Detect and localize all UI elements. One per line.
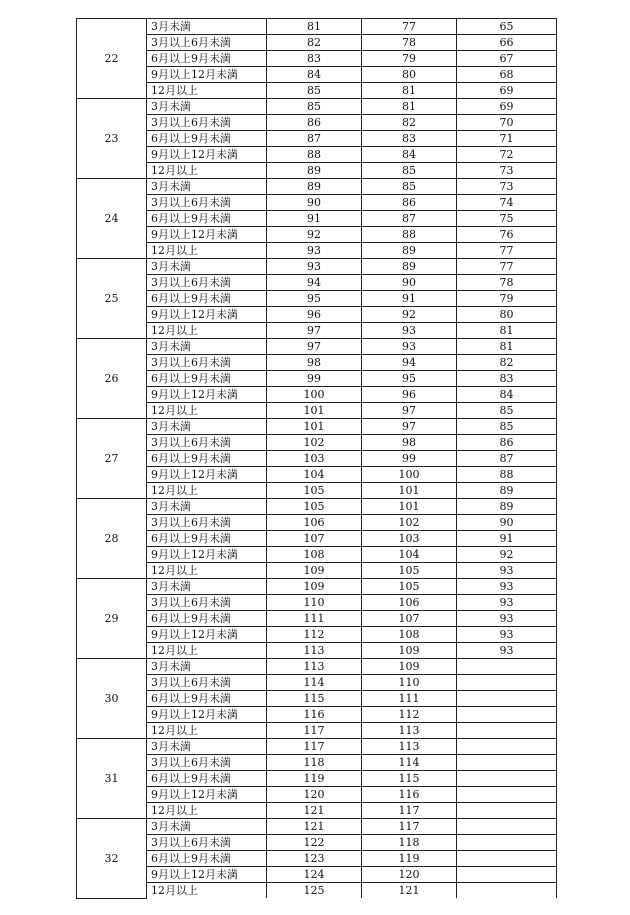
table-row bbox=[77, 307, 557, 323]
value-cell-col3: 93 bbox=[457, 611, 557, 627]
group-number-cell: 25 bbox=[77, 259, 147, 339]
value-cell-col2: 92 bbox=[362, 307, 457, 323]
period-cell: 3月以上6月未満 bbox=[147, 835, 267, 851]
value-cell-col1: 121 bbox=[267, 819, 362, 835]
value-cell-col2: 118 bbox=[362, 835, 457, 851]
period-cell: 9月以上12月未満 bbox=[147, 627, 267, 643]
value-cell-col2: 93 bbox=[362, 339, 457, 355]
value-cell-col2: 115 bbox=[362, 771, 457, 787]
value-cell-col1: 96 bbox=[267, 307, 362, 323]
value-cell-col1: 100 bbox=[267, 387, 362, 403]
value-cell-col1: 116 bbox=[267, 707, 362, 723]
table-row bbox=[77, 787, 557, 803]
value-cell-col1: 89 bbox=[267, 163, 362, 179]
period-cell: 3月未満 bbox=[147, 179, 267, 195]
value-cell-col1: 109 bbox=[267, 563, 362, 579]
value-cell-col3 bbox=[457, 675, 557, 691]
value-cell-col2: 105 bbox=[362, 563, 457, 579]
table-row bbox=[77, 451, 557, 467]
value-cell-col1: 95 bbox=[267, 291, 362, 307]
period-cell: 12月以上 bbox=[147, 163, 267, 179]
value-cell-col3: 69 bbox=[457, 99, 557, 115]
value-cell-col2: 94 bbox=[362, 355, 457, 371]
value-cell-col1: 102 bbox=[267, 435, 362, 451]
period-cell: 3月未満 bbox=[147, 739, 267, 755]
value-cell-col1: 99 bbox=[267, 371, 362, 387]
value-cell-col1: 122 bbox=[267, 835, 362, 851]
value-cell-col3: 74 bbox=[457, 195, 557, 211]
period-cell: 9月以上12月未満 bbox=[147, 787, 267, 803]
value-cell-col2: 80 bbox=[362, 67, 457, 83]
value-cell-col2: 110 bbox=[362, 675, 457, 691]
value-cell-col2: 111 bbox=[362, 691, 457, 707]
group-number-cell: 24 bbox=[77, 179, 147, 259]
table-row bbox=[77, 627, 557, 643]
table-row bbox=[77, 771, 557, 787]
period-cell: 9月以上12月未満 bbox=[147, 147, 267, 163]
value-cell-col1: 91 bbox=[267, 211, 362, 227]
table-row bbox=[77, 291, 557, 307]
value-cell-col1: 113 bbox=[267, 659, 362, 675]
value-cell-col2: 121 bbox=[362, 883, 457, 899]
period-cell: 12月以上 bbox=[147, 803, 267, 819]
value-cell-col2: 119 bbox=[362, 851, 457, 867]
value-cell-col3 bbox=[457, 691, 557, 707]
value-cell-col1: 108 bbox=[267, 547, 362, 563]
value-cell-col1: 112 bbox=[267, 627, 362, 643]
value-cell-col3: 93 bbox=[457, 579, 557, 595]
group-number-cell: 28 bbox=[77, 499, 147, 579]
value-cell-col1: 97 bbox=[267, 323, 362, 339]
value-cell-col3: 67 bbox=[457, 51, 557, 67]
value-cell-col1: 87 bbox=[267, 131, 362, 147]
table-row bbox=[77, 67, 557, 83]
table-row bbox=[77, 227, 557, 243]
period-cell: 9月以上12月未満 bbox=[147, 307, 267, 323]
value-cell-col2: 97 bbox=[362, 403, 457, 419]
period-cell: 3月以上6月未満 bbox=[147, 595, 267, 611]
period-cell: 3月未満 bbox=[147, 339, 267, 355]
table-row bbox=[77, 323, 557, 339]
value-cell-col3: 89 bbox=[457, 483, 557, 499]
value-cell-col3: 93 bbox=[457, 627, 557, 643]
period-cell: 9月以上12月未満 bbox=[147, 867, 267, 883]
value-cell-col1: 117 bbox=[267, 723, 362, 739]
value-cell-col1: 86 bbox=[267, 115, 362, 131]
value-cell-col1: 111 bbox=[267, 611, 362, 627]
value-cell-col2: 85 bbox=[362, 179, 457, 195]
value-cell-col2: 99 bbox=[362, 451, 457, 467]
period-cell: 12月以上 bbox=[147, 483, 267, 499]
period-cell: 3月未満 bbox=[147, 259, 267, 275]
period-cell: 3月未満 bbox=[147, 579, 267, 595]
table-row bbox=[77, 755, 557, 771]
value-cell-col2: 108 bbox=[362, 627, 457, 643]
table-row bbox=[77, 579, 557, 595]
value-cell-col3: 79 bbox=[457, 291, 557, 307]
value-cell-col1: 105 bbox=[267, 499, 362, 515]
value-cell-col1: 89 bbox=[267, 179, 362, 195]
table-row bbox=[77, 339, 557, 355]
value-cell-col2: 79 bbox=[362, 51, 457, 67]
value-cell-col3: 66 bbox=[457, 35, 557, 51]
value-cell-col2: 105 bbox=[362, 579, 457, 595]
period-cell: 6月以上9月未満 bbox=[147, 691, 267, 707]
value-cell-col2: 97 bbox=[362, 419, 457, 435]
value-cell-col2: 81 bbox=[362, 83, 457, 99]
table-row bbox=[77, 819, 557, 835]
period-cell: 6月以上9月未満 bbox=[147, 131, 267, 147]
value-cell-col2: 114 bbox=[362, 755, 457, 771]
value-cell-col3 bbox=[457, 787, 557, 803]
table-row bbox=[77, 483, 557, 499]
value-cell-col2: 86 bbox=[362, 195, 457, 211]
value-cell-col1: 110 bbox=[267, 595, 362, 611]
period-cell: 9月以上12月未満 bbox=[147, 707, 267, 723]
value-cell-col3 bbox=[457, 707, 557, 723]
table-row bbox=[77, 499, 557, 515]
value-cell-col3: 92 bbox=[457, 547, 557, 563]
value-cell-col1: 94 bbox=[267, 275, 362, 291]
period-cell: 3月未満 bbox=[147, 819, 267, 835]
period-cell: 12月以上 bbox=[147, 563, 267, 579]
value-cell-col3 bbox=[457, 803, 557, 819]
table-row bbox=[77, 35, 557, 51]
group-number-cell: 32 bbox=[77, 819, 147, 899]
period-cell: 12月以上 bbox=[147, 883, 267, 899]
period-cell: 3月以上6月未満 bbox=[147, 275, 267, 291]
value-cell-col2: 117 bbox=[362, 803, 457, 819]
period-cell: 6月以上9月未満 bbox=[147, 451, 267, 467]
value-cell-col3: 81 bbox=[457, 339, 557, 355]
value-cell-col2: 112 bbox=[362, 707, 457, 723]
period-cell: 12月以上 bbox=[147, 643, 267, 659]
value-cell-col1: 101 bbox=[267, 419, 362, 435]
table-row bbox=[77, 243, 557, 259]
group-number-cell: 27 bbox=[77, 419, 147, 499]
value-cell-col1: 103 bbox=[267, 451, 362, 467]
table-row bbox=[77, 531, 557, 547]
value-cell-col1: 105 bbox=[267, 483, 362, 499]
value-cell-col1: 115 bbox=[267, 691, 362, 707]
table-row bbox=[77, 803, 557, 819]
value-cell-col3 bbox=[457, 851, 557, 867]
value-cell-col2: 90 bbox=[362, 275, 457, 291]
value-cell-col2: 113 bbox=[362, 723, 457, 739]
value-cell-col2: 98 bbox=[362, 435, 457, 451]
table-row bbox=[77, 675, 557, 691]
value-cell-col3: 91 bbox=[457, 531, 557, 547]
group-number-cell: 31 bbox=[77, 739, 147, 819]
table-row bbox=[77, 739, 557, 755]
period-cell: 6月以上9月未満 bbox=[147, 291, 267, 307]
value-cell-col3 bbox=[457, 771, 557, 787]
value-cell-col3: 78 bbox=[457, 275, 557, 291]
value-cell-col2: 87 bbox=[362, 211, 457, 227]
value-cell-col3 bbox=[457, 755, 557, 771]
value-cell-col1: 125 bbox=[267, 883, 362, 899]
period-cell: 6月以上9月未満 bbox=[147, 771, 267, 787]
value-cell-col2: 81 bbox=[362, 99, 457, 115]
table-row bbox=[77, 419, 557, 435]
value-cell-col3: 90 bbox=[457, 515, 557, 531]
value-cell-col2: 93 bbox=[362, 323, 457, 339]
value-cell-col3 bbox=[457, 867, 557, 883]
value-cell-col3: 68 bbox=[457, 67, 557, 83]
value-cell-col1: 113 bbox=[267, 643, 362, 659]
value-cell-col2: 116 bbox=[362, 787, 457, 803]
value-cell-col3: 82 bbox=[457, 355, 557, 371]
period-cell: 3月未満 bbox=[147, 419, 267, 435]
table-row bbox=[77, 51, 557, 67]
table-row bbox=[77, 259, 557, 275]
value-cell-col1: 85 bbox=[267, 99, 362, 115]
value-cell-col1: 81 bbox=[267, 19, 362, 35]
period-cell: 9月以上12月未満 bbox=[147, 547, 267, 563]
table-row bbox=[77, 147, 557, 163]
value-cell-col1: 117 bbox=[267, 739, 362, 755]
period-cell: 3月未満 bbox=[147, 499, 267, 515]
value-cell-col3: 83 bbox=[457, 371, 557, 387]
value-cell-col2: 104 bbox=[362, 547, 457, 563]
value-cell-col1: 83 bbox=[267, 51, 362, 67]
period-cell: 9月以上12月未満 bbox=[147, 227, 267, 243]
table-row bbox=[77, 275, 557, 291]
table-row bbox=[77, 195, 557, 211]
table-row bbox=[77, 211, 557, 227]
value-cell-col3 bbox=[457, 723, 557, 739]
period-cell: 3月以上6月未満 bbox=[147, 35, 267, 51]
value-cell-col1: 93 bbox=[267, 243, 362, 259]
table-row bbox=[77, 643, 557, 659]
value-cell-col1: 93 bbox=[267, 259, 362, 275]
period-cell: 9月以上12月未満 bbox=[147, 387, 267, 403]
table-row bbox=[77, 563, 557, 579]
table-row bbox=[77, 179, 557, 195]
value-cell-col1: 98 bbox=[267, 355, 362, 371]
group-number-cell: 23 bbox=[77, 99, 147, 179]
value-cell-col3: 77 bbox=[457, 243, 557, 259]
table-row bbox=[77, 867, 557, 883]
period-cell: 9月以上12月未満 bbox=[147, 67, 267, 83]
table-row bbox=[77, 835, 557, 851]
group-number-cell: 29 bbox=[77, 579, 147, 659]
value-cell-col1: 82 bbox=[267, 35, 362, 51]
value-cell-col1: 92 bbox=[267, 227, 362, 243]
table-row bbox=[77, 723, 557, 739]
table-row bbox=[77, 19, 557, 35]
value-cell-col2: 107 bbox=[362, 611, 457, 627]
period-cell: 3月未満 bbox=[147, 659, 267, 675]
value-cell-col3: 85 bbox=[457, 403, 557, 419]
value-cell-col3: 88 bbox=[457, 467, 557, 483]
table-row bbox=[77, 515, 557, 531]
table-row bbox=[77, 83, 557, 99]
value-cell-col1: 109 bbox=[267, 579, 362, 595]
value-cell-col2: 82 bbox=[362, 115, 457, 131]
period-cell: 6月以上9月未満 bbox=[147, 51, 267, 67]
value-cell-col2: 91 bbox=[362, 291, 457, 307]
table-row bbox=[77, 467, 557, 483]
value-cell-col2: 109 bbox=[362, 643, 457, 659]
table-row bbox=[77, 131, 557, 147]
period-cell: 3月未満 bbox=[147, 99, 267, 115]
value-cell-col2: 101 bbox=[362, 499, 457, 515]
value-cell-col2: 100 bbox=[362, 467, 457, 483]
value-cell-col1: 119 bbox=[267, 771, 362, 787]
value-cell-col3: 87 bbox=[457, 451, 557, 467]
value-cell-col3: 84 bbox=[457, 387, 557, 403]
value-cell-col3: 85 bbox=[457, 419, 557, 435]
table-row bbox=[77, 387, 557, 403]
period-cell: 12月以上 bbox=[147, 403, 267, 419]
value-cell-col3: 77 bbox=[457, 259, 557, 275]
value-cell-col2: 102 bbox=[362, 515, 457, 531]
period-cell: 6月以上9月未満 bbox=[147, 611, 267, 627]
value-cell-col1: 114 bbox=[267, 675, 362, 691]
period-cell: 3月以上6月未満 bbox=[147, 355, 267, 371]
value-cell-col3: 73 bbox=[457, 163, 557, 179]
value-cell-col1: 90 bbox=[267, 195, 362, 211]
period-cell: 12月以上 bbox=[147, 83, 267, 99]
value-cell-col2: 84 bbox=[362, 147, 457, 163]
value-cell-col3: 93 bbox=[457, 643, 557, 659]
value-cell-col3: 72 bbox=[457, 147, 557, 163]
period-cell: 3月以上6月未満 bbox=[147, 195, 267, 211]
table-row bbox=[77, 707, 557, 723]
table-row bbox=[77, 163, 557, 179]
value-cell-col2: 85 bbox=[362, 163, 457, 179]
value-cell-col1: 84 bbox=[267, 67, 362, 83]
value-cell-col1: 104 bbox=[267, 467, 362, 483]
value-cell-col1: 85 bbox=[267, 83, 362, 99]
table-row bbox=[77, 355, 557, 371]
rate-table bbox=[76, 18, 557, 899]
period-cell: 3月未満 bbox=[147, 19, 267, 35]
value-cell-col2: 89 bbox=[362, 259, 457, 275]
period-cell: 12月以上 bbox=[147, 323, 267, 339]
value-cell-col3: 75 bbox=[457, 211, 557, 227]
value-cell-col2: 106 bbox=[362, 595, 457, 611]
value-cell-col1: 118 bbox=[267, 755, 362, 771]
value-cell-col1: 107 bbox=[267, 531, 362, 547]
value-cell-col1: 97 bbox=[267, 339, 362, 355]
value-cell-col1: 106 bbox=[267, 515, 362, 531]
table-row bbox=[77, 595, 557, 611]
value-cell-col3: 89 bbox=[457, 499, 557, 515]
value-cell-col3: 86 bbox=[457, 435, 557, 451]
table-row bbox=[77, 403, 557, 419]
table-row bbox=[77, 115, 557, 131]
period-cell: 12月以上 bbox=[147, 243, 267, 259]
period-cell: 3月以上6月未満 bbox=[147, 115, 267, 131]
value-cell-col1: 101 bbox=[267, 403, 362, 419]
group-number-cell: 22 bbox=[77, 19, 147, 99]
value-cell-col2: 120 bbox=[362, 867, 457, 883]
value-cell-col1: 120 bbox=[267, 787, 362, 803]
value-cell-col3: 76 bbox=[457, 227, 557, 243]
value-cell-col3: 81 bbox=[457, 323, 557, 339]
rate-table-body bbox=[77, 19, 557, 899]
value-cell-col3 bbox=[457, 659, 557, 675]
value-cell-col2: 117 bbox=[362, 819, 457, 835]
table-row bbox=[77, 99, 557, 115]
value-cell-col2: 88 bbox=[362, 227, 457, 243]
period-cell: 3月以上6月未満 bbox=[147, 755, 267, 771]
table-row bbox=[77, 851, 557, 867]
value-cell-col3 bbox=[457, 835, 557, 851]
table-row bbox=[77, 611, 557, 627]
value-cell-col2: 113 bbox=[362, 739, 457, 755]
period-cell: 6月以上9月未満 bbox=[147, 531, 267, 547]
period-cell: 6月以上9月未満 bbox=[147, 851, 267, 867]
value-cell-col2: 101 bbox=[362, 483, 457, 499]
value-cell-col2: 89 bbox=[362, 243, 457, 259]
period-cell: 6月以上9月未満 bbox=[147, 211, 267, 227]
value-cell-col3: 73 bbox=[457, 179, 557, 195]
value-cell-col3: 93 bbox=[457, 595, 557, 611]
value-cell-col2: 83 bbox=[362, 131, 457, 147]
period-cell: 12月以上 bbox=[147, 723, 267, 739]
value-cell-col2: 103 bbox=[362, 531, 457, 547]
table-row bbox=[77, 547, 557, 563]
value-cell-col3 bbox=[457, 739, 557, 755]
period-cell: 9月以上12月未満 bbox=[147, 467, 267, 483]
group-number-cell: 30 bbox=[77, 659, 147, 739]
table-row bbox=[77, 435, 557, 451]
value-cell-col3 bbox=[457, 819, 557, 835]
value-cell-col3: 70 bbox=[457, 115, 557, 131]
table-row bbox=[77, 691, 557, 707]
value-cell-col2: 96 bbox=[362, 387, 457, 403]
value-cell-col1: 88 bbox=[267, 147, 362, 163]
value-cell-col3: 69 bbox=[457, 83, 557, 99]
value-cell-col1: 124 bbox=[267, 867, 362, 883]
period-cell: 3月以上6月未満 bbox=[147, 515, 267, 531]
period-cell: 3月以上6月未満 bbox=[147, 675, 267, 691]
value-cell-col1: 121 bbox=[267, 803, 362, 819]
period-cell: 6月以上9月未満 bbox=[147, 371, 267, 387]
table-row bbox=[77, 659, 557, 675]
value-cell-col1: 123 bbox=[267, 851, 362, 867]
group-number-cell: 26 bbox=[77, 339, 147, 419]
value-cell-col3: 80 bbox=[457, 307, 557, 323]
value-cell-col2: 109 bbox=[362, 659, 457, 675]
table-row bbox=[77, 371, 557, 387]
value-cell-col2: 77 bbox=[362, 19, 457, 35]
period-cell: 3月以上6月未満 bbox=[147, 435, 267, 451]
value-cell-col3: 65 bbox=[457, 19, 557, 35]
value-cell-col2: 95 bbox=[362, 371, 457, 387]
value-cell-col2: 78 bbox=[362, 35, 457, 51]
value-cell-col3 bbox=[457, 883, 557, 899]
value-cell-col3: 71 bbox=[457, 131, 557, 147]
value-cell-col3: 93 bbox=[457, 563, 557, 579]
table-row bbox=[77, 883, 557, 899]
